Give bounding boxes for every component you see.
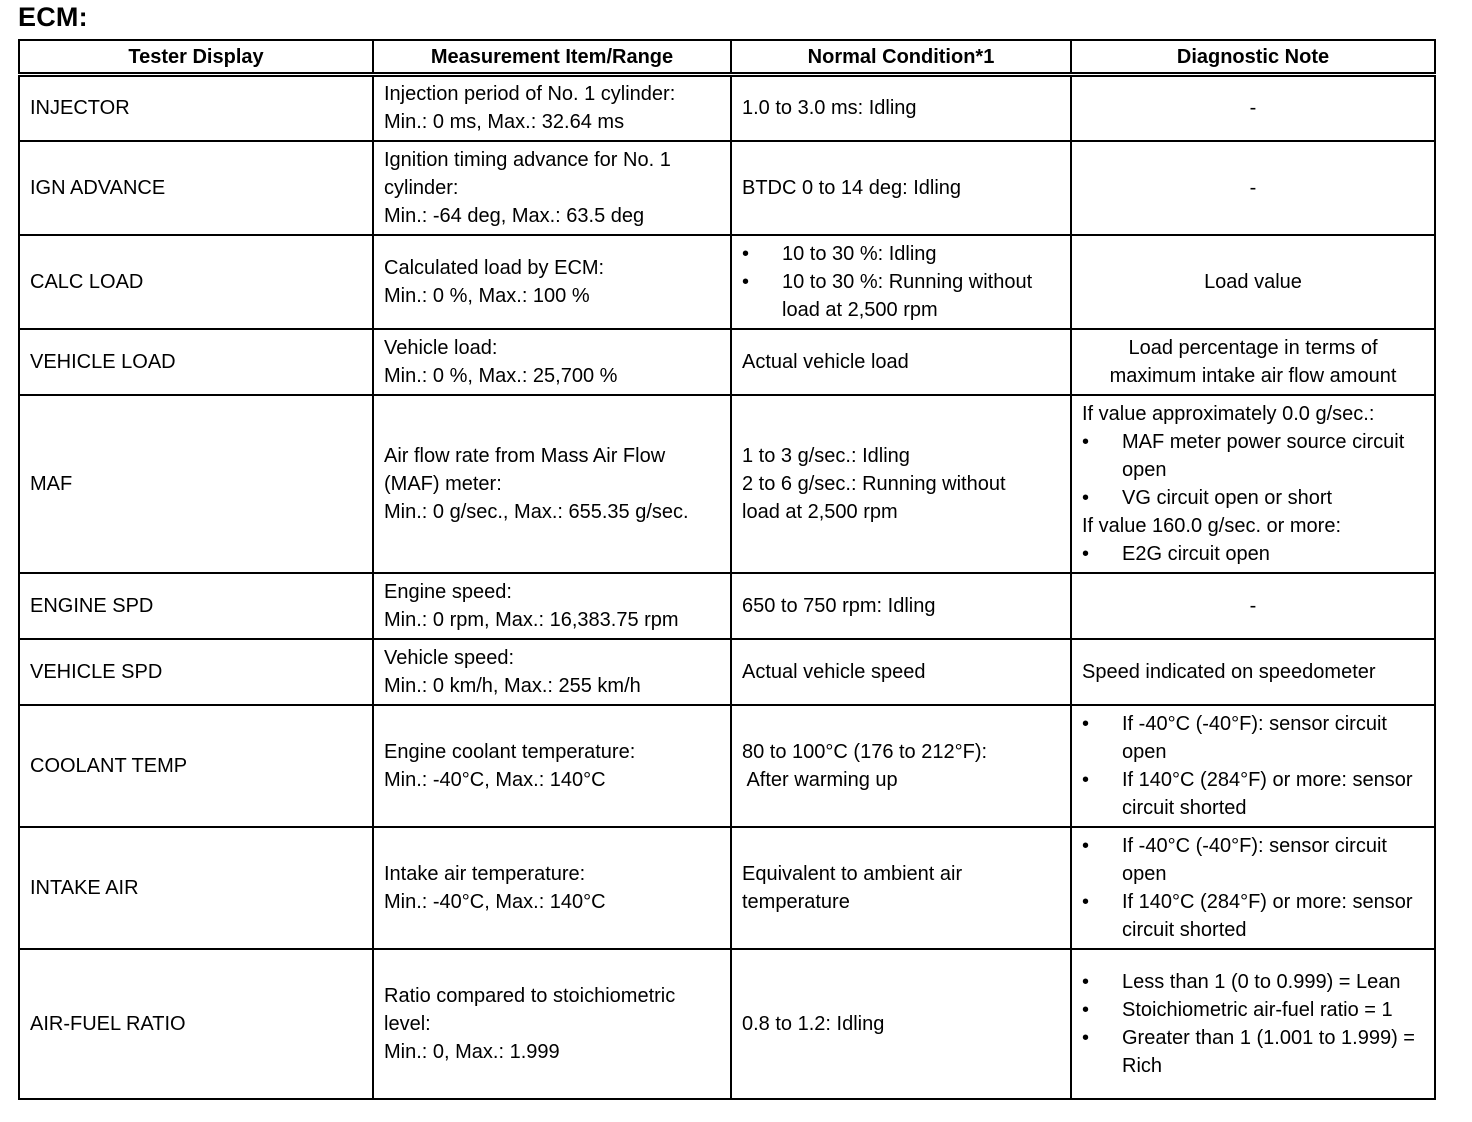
range-line: Min.: 0 rpm, Max.: 16,383.75 rpm xyxy=(384,608,679,631)
range-line: Ignition timing advance for No. 1 xyxy=(384,148,671,171)
header-measurement-range: Measurement Item/Range xyxy=(373,40,731,75)
tester-display-cell: MAF xyxy=(19,395,373,573)
header-tester-display: Tester Display xyxy=(19,40,373,75)
table-row xyxy=(19,949,1435,1099)
normal-condition-cell xyxy=(731,329,1071,395)
range-line: Min.: 0 ms, Max.: 32.64 ms xyxy=(384,111,625,134)
table-row xyxy=(19,705,1435,827)
note-intro: If value approximately 0.0 g/sec.: xyxy=(1082,402,1375,425)
measurement-range-cell xyxy=(373,395,731,573)
normal-line: Equivalent to ambient air xyxy=(742,862,963,885)
tester-display-cell: CALC LOAD xyxy=(19,235,373,329)
bullet-item: • If -40°C (-40°F): sensor circuit open xyxy=(1082,832,1424,888)
normal-condition-cell xyxy=(731,395,1071,573)
table-row xyxy=(19,827,1435,949)
range-line: cylinder: xyxy=(384,176,459,199)
measurement-range-cell xyxy=(373,639,731,705)
normal-condition-cell xyxy=(731,949,1071,1099)
range-line: (MAF) meter: xyxy=(384,472,502,495)
normal-line: 80 to 100°C (176 to 212°F): xyxy=(742,740,988,763)
tester-display-cell: INJECTOR xyxy=(19,75,373,141)
note-bullet-list xyxy=(1082,428,1424,512)
note-line: maximum intake air flow amount xyxy=(1109,364,1397,387)
bullet-item: • MAF meter power source circuit open xyxy=(1082,428,1424,484)
tester-display-cell: VEHICLE LOAD xyxy=(19,329,373,395)
bullet-item: • If -40°C (-40°F): sensor circuit open xyxy=(1082,710,1424,766)
range-line: Min.: 0 g/sec., Max.: 655.35 g/sec. xyxy=(384,500,689,523)
tester-display-cell: COOLANT TEMP xyxy=(19,705,373,827)
bullet-item: • Less than 1 (0 to 0.999) = Lean xyxy=(1082,968,1424,996)
normal-line: Actual vehicle speed xyxy=(742,660,926,683)
tester-display-cell: INTAKE AIR xyxy=(19,827,373,949)
range-line: Min.: -64 deg, Max.: 63.5 deg xyxy=(384,204,645,227)
note-bullet-list xyxy=(1082,832,1424,944)
normal-condition-cell xyxy=(731,827,1071,949)
range-line: Engine speed: xyxy=(384,580,512,603)
bullet-item: • If 140°C (284°F) or more: sensor circuit shorted xyxy=(1082,766,1424,822)
bullet-item: • Stoichiometric air-fuel ratio = 1 xyxy=(1082,996,1424,1024)
normal-line: 1.0 to 3.0 ms: Idling xyxy=(742,97,917,120)
diagnostic-note-cell xyxy=(1071,705,1435,827)
normal-line: load at 2,500 rpm xyxy=(742,500,898,523)
range-line: Vehicle load: xyxy=(384,336,498,359)
normal-line: 650 to 750 rpm: Idling xyxy=(742,594,936,617)
range-line: Calculated load by ECM: xyxy=(384,256,605,279)
note-bullet-list xyxy=(1082,710,1424,822)
range-line: Ratio compared to stoichiometric xyxy=(384,984,676,1007)
range-line: Engine coolant temperature: xyxy=(384,740,636,763)
table-row xyxy=(19,329,1435,395)
range-line: Vehicle speed: xyxy=(384,646,515,669)
diagnostic-note-cell xyxy=(1071,329,1435,395)
bullet-item: • Greater than 1 (1.001 to 1.999) = Rich xyxy=(1082,1024,1424,1080)
bullet-item: • 10 to 30 %: Idling xyxy=(742,240,1060,268)
measurement-range-cell xyxy=(373,949,731,1099)
range-line: Min.: 0 %, Max.: 25,700 % xyxy=(384,364,618,387)
diagnostic-note-cell: Load value xyxy=(1071,235,1435,329)
bullet-item: • VG circuit open or short xyxy=(1082,484,1424,512)
bullet-item: • 10 to 30 %: Running without load at 2,500 rpm xyxy=(742,268,1060,324)
range-line: Intake air temperature: xyxy=(384,862,586,885)
table-row xyxy=(19,235,1435,329)
header-row xyxy=(19,40,1435,75)
header-normal-condition: Normal Condition*1 xyxy=(731,40,1071,75)
note-line: Speed indicated on speedometer xyxy=(1082,660,1376,683)
measurement-range-cell xyxy=(373,827,731,949)
diagnostic-note-cell: - xyxy=(1071,75,1435,141)
normal-condition-cell xyxy=(731,235,1071,329)
table-row xyxy=(19,395,1435,573)
range-line: Min.: -40°C, Max.: 140°C xyxy=(384,890,606,913)
measurement-range-cell xyxy=(373,141,731,235)
table-row xyxy=(19,141,1435,235)
range-line: Injection period of No. 1 cylinder: xyxy=(384,83,676,106)
note-bullet-list xyxy=(1082,968,1424,1080)
range-line: Air flow rate from Mass Air Flow xyxy=(384,444,666,467)
range-line: Min.: 0 %, Max.: 100 % xyxy=(384,284,590,307)
normal-line: 2 to 6 g/sec.: Running without xyxy=(742,472,1006,495)
tester-display-cell: ENGINE SPD xyxy=(19,573,373,639)
normal-line: 1 to 3 g/sec.: Idling xyxy=(742,444,910,467)
range-line: Min.: 0 km/h, Max.: 255 km/h xyxy=(384,674,641,697)
tester-display-cell: IGN ADVANCE xyxy=(19,141,373,235)
normal-condition-cell xyxy=(731,75,1071,141)
normal-condition-cell xyxy=(731,141,1071,235)
range-line: Min.: 0, Max.: 1.999 xyxy=(384,1040,560,1063)
measurement-range-cell xyxy=(373,329,731,395)
table-row xyxy=(19,75,1435,141)
note-line: Load percentage in terms of xyxy=(1128,336,1378,359)
header-diagnostic-note: Diagnostic Note xyxy=(1071,40,1435,75)
table-row xyxy=(19,639,1435,705)
diagnostic-note-cell xyxy=(1071,639,1435,705)
normal-line: After warming up xyxy=(742,768,898,791)
tester-display-cell: VEHICLE SPD xyxy=(19,639,373,705)
normal-condition-cell xyxy=(731,639,1071,705)
bullet-item: • E2G circuit open xyxy=(1082,540,1424,568)
diagnostic-note-cell xyxy=(1071,827,1435,949)
normal-line: Actual vehicle load xyxy=(742,350,909,373)
tester-display-cell: AIR-FUEL RATIO xyxy=(19,949,373,1099)
measurement-range-cell xyxy=(373,235,731,329)
normal-line: 0.8 to 1.2: Idling xyxy=(742,1012,885,1035)
note-intro: If value 160.0 g/sec. or more: xyxy=(1082,514,1342,537)
bullet-item: • If 140°C (284°F) or more: sensor circuit shorted xyxy=(1082,888,1424,944)
note-bullet-list xyxy=(1082,540,1424,568)
diagnostic-note-cell xyxy=(1071,395,1435,573)
normal-condition-cell xyxy=(731,573,1071,639)
range-line: level: xyxy=(384,1012,431,1035)
measurement-range-cell xyxy=(373,705,731,827)
normal-line: temperature xyxy=(742,890,850,913)
range-line: Min.: -40°C, Max.: 140°C xyxy=(384,768,606,791)
diagnostic-note-cell xyxy=(1071,949,1435,1099)
page-title: ECM: xyxy=(18,2,88,32)
diagnostic-note-cell: - xyxy=(1071,141,1435,235)
normal-condition-cell xyxy=(731,705,1071,827)
normal-line: BTDC 0 to 14 deg: Idling xyxy=(742,176,962,199)
measurement-range-cell xyxy=(373,573,731,639)
normal-bullet-list xyxy=(742,240,1060,324)
diagnostic-note-cell: - xyxy=(1071,573,1435,639)
measurement-range-cell xyxy=(373,75,731,141)
table-row xyxy=(19,573,1435,639)
ecm-data-table xyxy=(18,39,1436,1100)
